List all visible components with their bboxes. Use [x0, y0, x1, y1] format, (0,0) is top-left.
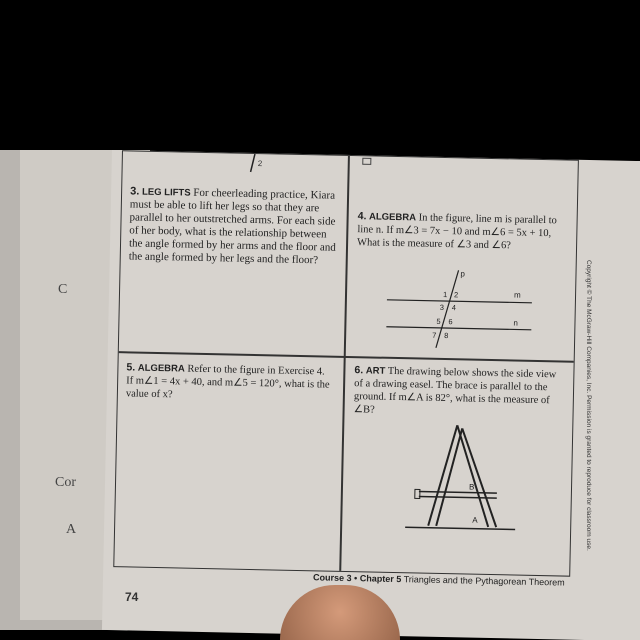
footer-title: Triangles and the Pythagorean Theorem	[403, 574, 565, 588]
angle-1-label: 1	[442, 289, 448, 300]
problem-tag: ALGEBRA	[368, 211, 417, 224]
problem-number: 3.	[130, 185, 140, 198]
top-figure-label: 2	[257, 159, 263, 169]
angle-8-label: 8	[444, 330, 449, 341]
line-n-label: n	[513, 318, 519, 328]
problem-tag: LEG LIFTS	[141, 186, 191, 199]
footer-separator: •	[354, 573, 358, 584]
problem-4	[357, 210, 570, 253]
problem-3	[129, 185, 341, 267]
line-m-label: m	[513, 290, 521, 300]
angle-b-label: B	[468, 482, 475, 492]
underlying-letter-a: A	[66, 522, 77, 537]
copyright-notice: Copyright © The McGraw-Hill Companies, Inc. Permission is granted to reproduce for classroom use.	[585, 260, 592, 551]
angle-3-label: 3	[439, 302, 445, 312]
angle-5-label: 5	[436, 316, 441, 326]
footer-course: Course 3	[312, 572, 352, 584]
problem-tag: ALGEBRA	[137, 362, 185, 375]
problem-text: For cheerleading practice, Kiara must be able to lift her legs so that they are parallel to her outstretched arms. For each side of her body, what is the relationship between the angle formed by her arms and the floor and the angle formed by her legs and the floor?	[128, 186, 336, 267]
worksheet-page	[102, 150, 640, 640]
problem-tag: ART	[365, 365, 386, 377]
angle-2-label: 2	[453, 290, 459, 300]
angle-7-label: 7	[432, 330, 437, 340]
underlying-word: Cor	[55, 475, 76, 490]
problem-text: The drawing below shows the side view of a drawing easel. The brace is parallel to the ground. If m∠A is 82°, what is the measure of ∠B?	[353, 365, 557, 416]
problem-number: 4.	[357, 210, 367, 223]
line-p-label: p	[460, 269, 466, 279]
problem-5	[126, 361, 332, 404]
angle-a-label: A	[472, 515, 478, 525]
parallel-lines-figure	[381, 267, 543, 352]
problem-text: In the figure, line m is parallel to line n. If m∠3 = 7x − 10 and m∠6 = 5x + 10, What is the measure of ∠3 and ∠6?	[356, 212, 557, 252]
footer-chapter: Chapter 5	[359, 573, 402, 585]
top-figure-fragment	[242, 154, 303, 185]
problem-number: 6.	[354, 364, 364, 377]
problem-6	[353, 364, 566, 420]
angle-6-label: 6	[448, 317, 453, 327]
problem-number: 5.	[126, 361, 136, 374]
problem-grid	[113, 150, 579, 576]
top-figure-fragment-2	[361, 156, 381, 168]
underlying-letter: C	[58, 282, 68, 297]
easel-figure	[400, 419, 522, 536]
problem-text: Refer to the figure in Exercise 4. If m∠1 = 4x + 40, and m∠5 = 120°, what is the value of x?	[125, 363, 330, 401]
page-number: 74	[125, 590, 139, 604]
angle-4-label: 4	[451, 303, 457, 313]
